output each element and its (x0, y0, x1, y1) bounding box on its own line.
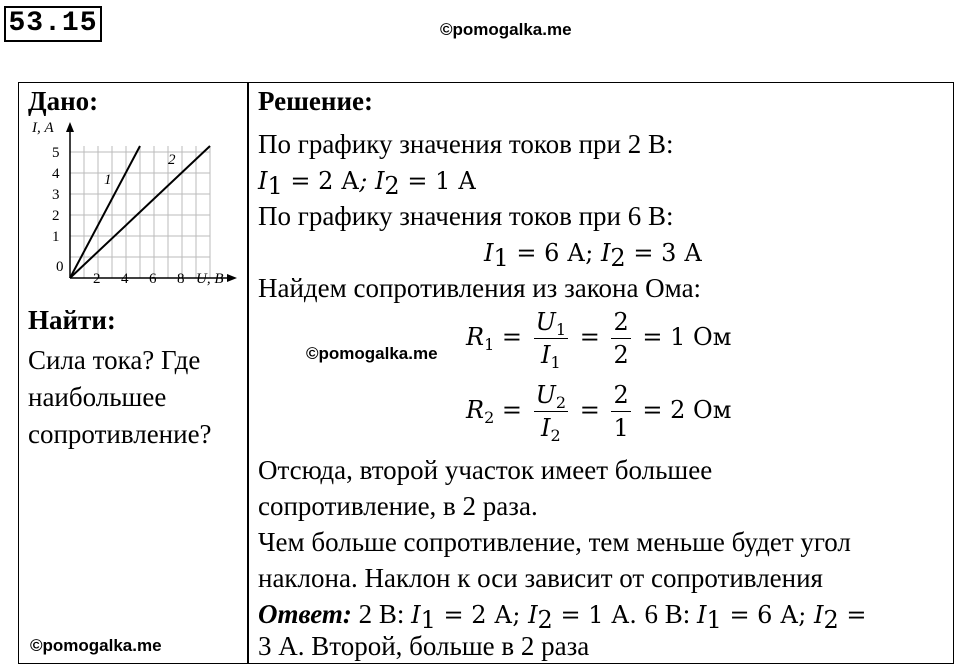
solution-line-8: Чем больше сопротивление, тем меньше будет угол (258, 527, 851, 557)
solution-line-9: наклона. Наклон к оси зависит от сопротивления (258, 563, 823, 593)
line-label-2: 2 (168, 152, 176, 168)
x-tick-4: 4 (121, 271, 129, 287)
graph-line-1 (70, 146, 140, 278)
formula-r1: $R_1$ = $\frac{U_1}{I_1}$ = $\frac{2}{2}$ = 1 Ом (466, 308, 732, 372)
answer-line-2: 3 А. Второй, больше в 2 раза (258, 631, 590, 661)
current-voltage-graph (26, 116, 242, 296)
y-tick-5: 5 (52, 145, 60, 161)
answer-line-1: Ответ: 2 В: $I_1 = 2$ А; $I_2 = 1$ А. 6 В: $I_1 = 6$ А; $I_2$ = (258, 599, 867, 634)
y-tick-3: 3 (52, 187, 60, 203)
y-tick-4: 4 (52, 166, 60, 182)
x-tick-2: 2 (93, 271, 101, 287)
y-axis-arrow-icon (66, 122, 74, 132)
solution-header: Решение: (258, 86, 373, 116)
watermark-middle: ©pomogalka.me (306, 344, 438, 363)
currents-at-2v: $I_1 = 2$ А; $I_2 = 1$ А (258, 167, 477, 200)
line-label-1: 1 (104, 172, 112, 188)
find-question: Сила тока? Где наибольшее сопротивление? (28, 345, 212, 449)
y-tick-2: 2 (52, 208, 60, 224)
x-axis-arrow-icon (227, 274, 237, 282)
find-header: Найти: (28, 305, 116, 335)
answer-label: Ответ: (258, 599, 352, 629)
watermark-bottom: ©pomogalka.me (30, 636, 162, 655)
solution-line-6: Отсюда, второй участок имеет большее (258, 455, 713, 485)
formula-r2: $R_2$ = $\frac{U_2}{I_2}$ = $\frac{2}{1}$ = 2 Ом (466, 381, 732, 445)
watermark-top: ©pomogalka.me (440, 20, 572, 39)
solution-line-7: сопротивление, в 2 раза. (258, 491, 538, 521)
given-header: Дано: (28, 86, 99, 116)
x-axis-label: U, В (196, 271, 224, 287)
solution-line-5: Найдем сопротивления из закона Ома: (258, 273, 702, 303)
problem-number: 53.15 (4, 6, 102, 42)
currents-at-6v: $I_1 = 6$ А; $I_2 = 3$ А (484, 239, 703, 272)
x-tick-8: 8 (177, 271, 185, 287)
y-axis-label: I, А (32, 120, 54, 136)
solution-line-1: По графику значения токов при 2 В: (258, 129, 674, 159)
y-tick-1: 1 (52, 229, 60, 245)
solution-line-3: По графику значения токов при 6 В: (258, 201, 674, 231)
x-tick-6: 6 (149, 271, 157, 287)
x-tick-0: 0 (56, 259, 64, 275)
column-divider (247, 82, 249, 664)
